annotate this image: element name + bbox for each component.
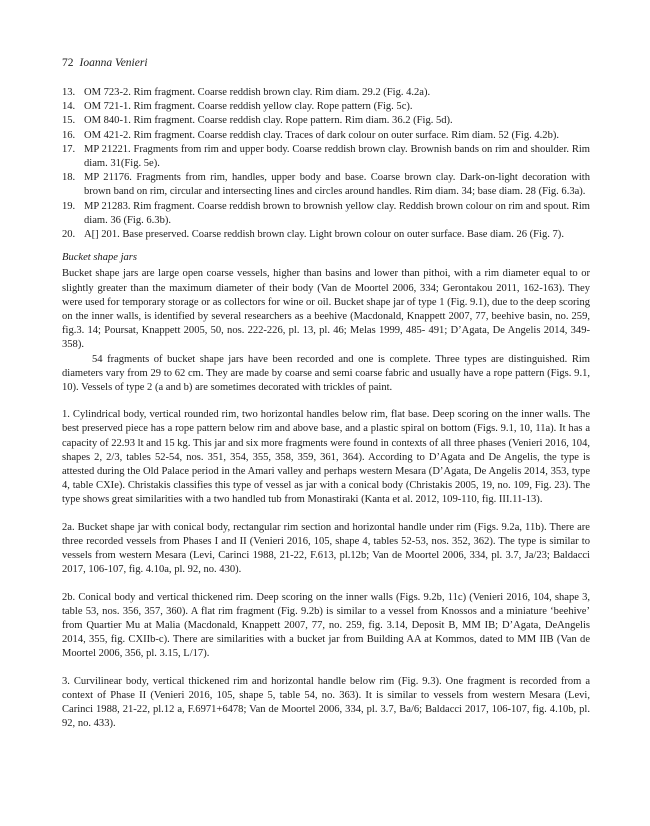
item-number: 18. [62, 172, 76, 184]
item-text: A[] 201. Base preserved. Coarse reddish brown clay. Light brown colour on outer surface. Base diam. 26 (Fig. 7). [84, 229, 564, 241]
catalogue-item [62, 86, 590, 100]
paragraph-type-2b: 2b. Conical body and vertical thickened rim. Deep scoring on the inner walls (Figs. 9.2b, 11c) (Venieri 2016, 104, shape 3, table 53, nos. 356, 357, 360). A flat rim fragment (Fig. 9.2b) is similar to a vessel from Knossos and a miniature ‘beehive’ from Quartier Mu at Malia (Macdonald, Knappett 2007, 77, no. 259, fig. 3.14, Deposit B, MM IB; D’Agata, DeAngelis 2014, 355, fig. CXIIb-c). There are similarities with a bucket jar from Building AA at Kommos, dated to MM IIB (Van de Moortel 2006, 356, pl. 3.15, L/17). [62, 591, 590, 660]
catalogue-list [62, 86, 590, 242]
paragraph-type-1: 1. Cylindrical body, vertical rounded rim, two horizontal handles below rim, flat base. Deep scoring on the inner walls. The best preserved piece has a rope pattern below rim and above base, and a plastic spiral on bottom (Figs. 9.1, 10, 11a). It has a capacity of 22.93 lt and 15 kg. This jar and six more fragments were found in contexts of all three phases (Venieri 2016, 104, shapes 2, 2/3, tables 52-54, nos. 351, 354, 355, 358, 359, 361, 364). According to D’Agata and De Angelis, the type is attested during the Old Palace period in the Amari valley and perhaps western Mesara (D’Agata, De Angelis 2014, 353, type 4, table CXIe). Christakis classifies this type of vessel as jar with a conical body (Christakis 2005, 19, no. 109, Fig. 23). The type shows great similarities with a two handled tub from Monastiraki (Kanta et al. 2012, 109-110, fig. III.11-13). [62, 409, 590, 506]
item-text: OM 840-1. Rim fragment. Coarse reddish clay. Rope pattern. Rim diam. 36.2 (Fig. 5d). [84, 115, 453, 127]
item-text: MP 21283. Rim fragment. Coarse reddish brown to brownish yellow clay. Reddish brown colour on rim and spout. Rim diam. 36 (Fig. 6.3b). [84, 200, 590, 226]
paragraph-type-3: 3. Curvilinear body, vertical thickened rim and horizontal handle below rim (Fig. 9.3). One fragment is recorded from a context of Phase II (Venieri 2016, 105, shape 5, table 54, no. 363). It is similar to vessels from western Mesara (Levi, Carinci 1988, 21-22, pl.12 a, F.6971+6478; Van de Moortel 2006, 334, pl. 3.7, Ba/6; Baldacci 2017, 106-107, fig. 4.10b, pl. 92, no. 433). [62, 675, 590, 730]
item-number: 15. [62, 115, 76, 127]
item-text: MP 21176. Fragments from rim, handles, upper body and base. Coarse brown clay. Dark-on-light decoration with brown band on rim, circular and intersecting lines and circles around handles. Rim diam. 34; base diam. 28 (Fig. 6.3a). [84, 172, 590, 198]
paragraph-type-2a: 2a. Bucket shape jar with conical body, rectangular rim section and horizontal handle under rim (Figs. 9.2a, 11b). There are three recorded vessels from Phases I and II (Venieri 2016, 105, shape 4, tables 52-53, nos. 352, 362). The type is similar to vessels from western Mesara (Levi, Carinci 1988, 21-22, F.613, pl.12b; Van de Moortel 2006, 334, pl. 3.7, Ja/23; Baldacci 2017, 106-107, fig. 4.10a, pl. 92, no. 430). [62, 521, 590, 576]
catalogue-item [62, 171, 590, 199]
item-text: MP 21221. Fragments from rim and upper body. Coarse reddish brown clay. Brownish bands on rim and shoulder. Rim diam. 31(Fig. 5e). [84, 143, 590, 170]
catalogue-item [62, 200, 590, 228]
item-text: OM 421-2. Rim fragment. Coarse reddish clay. Traces of dark colour on outer surface. Rim diam. 52 (Fig. 4.2b). [84, 129, 560, 141]
section-heading: Bucket shape jars [62, 252, 137, 264]
item-number: 13. [62, 87, 76, 98]
catalogue-item [62, 228, 590, 242]
catalogue-item [62, 143, 590, 171]
running-head [62, 57, 148, 69]
catalogue-item [62, 100, 590, 114]
item-text: OM 721-1. Rim fragment. Coarse reddish yellow clay. Rope pattern (Fig. 5c). [84, 101, 413, 113]
paragraph-intro: Bucket shape jars are large open coarse vessels, higher than basins and lower than pithoi, with a rim diameter equal to or slightly greater than the maximum diameter of their body (Van de Moortel 2006, 334; Gerontakou 2011, 162-163). They were used for temporary storage or as collectors for wine or oil. Bucket shape jar of type 1 (Fig. 9.1), due to the deep scoring on the inner walls, is identified by several researchers as a beehive (Macdonald, Knappett 2007, 77, beehive basin, no. 259, fig.3. 14; Poursat, Knappett 2005, 50, nos. 222-226, pl. 13, pl. 46; Melas 1999, 485- 491; D’Agata, De Angelis 2014, 349-358). [62, 268, 590, 351]
item-number: 19. [62, 200, 76, 212]
item-number: 14. [62, 101, 76, 113]
body-text [62, 86, 590, 731]
running-head-author: Ioanna Venieri [79, 57, 148, 69]
item-text: OM 723-2. Rim fragment. Coarse reddish brown clay. Rim diam. 29.2 (Fig. 4.2a). [84, 87, 431, 98]
item-number: 16. [62, 129, 76, 141]
catalogue-item [62, 114, 590, 128]
paragraph-count: 54 fragments of bucket shape jars have been recorded and one is complete. Three types are distinguished. Rim diameters vary from 29 to 62 cm. They are made by coarse and semi coarse fabric and usually have a rope pattern (Figs. 9.1, 10). Vessels of type 2 (a and b) are sometimes decorated with trickles of paint. [62, 353, 590, 394]
item-number: 20. [62, 229, 76, 241]
item-number: 17. [62, 143, 76, 155]
catalogue-item [62, 129, 590, 143]
page-number: 72 [62, 57, 74, 69]
